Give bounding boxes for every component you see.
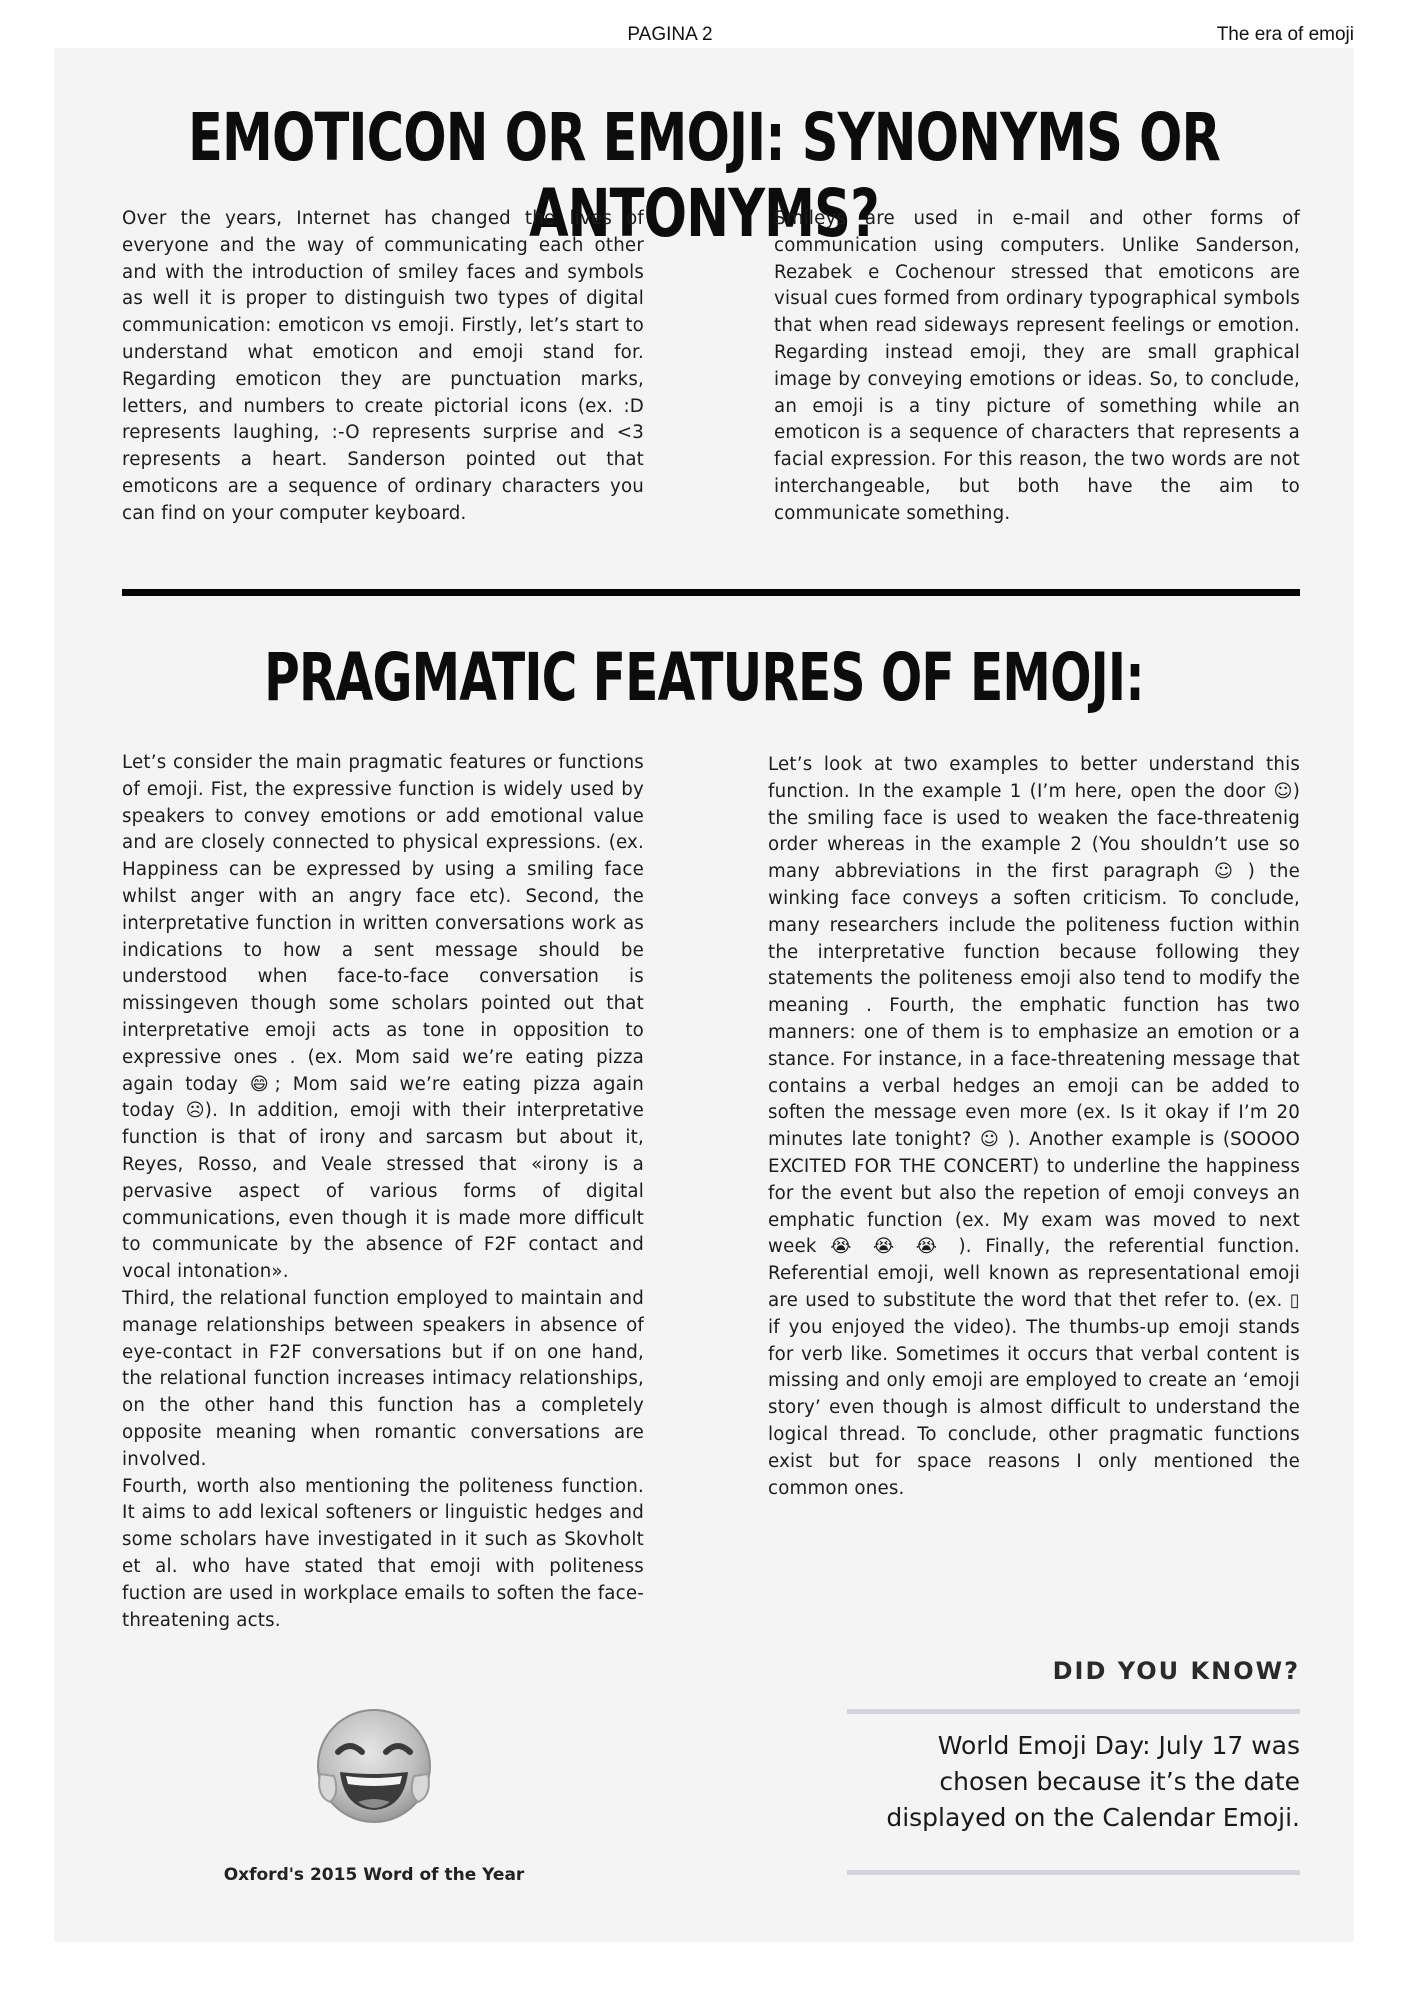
section-title-pragmatic-features: PRAGMATIC FEATURES OF EMOJI: <box>264 639 1144 716</box>
paragraph-relational: Third, the relational function employed to maintain and manage relationships between speakers in absence of eye-contact in F2F conversations but if on one hand, the relational function increases intimacy relationships, on the other hand this function has a completely opposite meaning when romantic conversations are involved. <box>122 1287 644 1470</box>
magazine-title: The era of emoji <box>1216 24 1354 45</box>
joy-emoji-graphic <box>310 1704 438 1832</box>
section-divider <box>122 589 1300 596</box>
page-header <box>0 0 1414 48</box>
section-title-emoticon-vs-emoji: EMOTICON OR EMOJI: SYNONYMS OR ANTONYMS? <box>188 99 1220 252</box>
pragmatic-column-left <box>122 750 644 1634</box>
emoji-caption: Oxford's 2015 Word of the Year <box>223 1865 525 1885</box>
pragmatic-column-right: Let’s look at two examples to better understand this function. In the example 1 (I’m here, open the door ☺) the smiling face is used to weaken the face-threatenig order whereas in the example 2 (You shouldn’t use so many abbreviations in the first paragraph ☺ ) the winking face conveys a soften criticism. To conclude, many researchers include the politeness fuction within the interpretative function because following they statements the politeness emoji also tend to modify the meaning . Fourth, the emphatic function has two manners: one of them is to emphasize an emotion or a stance. For instance, in a face-threatening message that contains a verbal hedges an emoji can be added to soften the message even more (ex. Is it okay if I’m 20 minutes late tonight? ☺ ). Another example is (SOOOO EXCITED FOR THE CONCERT) to underline the happiness for the event but also the repetion of emoji conveys an emphatic function (ex. My exam was moved to next week 😭 😭 😭 ). Finally, the referential function. Referential emoji, well known as representational emoji are used to substitute the word that thet refer to. (ex. ▯ if you enjoyed the video). The thumbs-up emoji stands for verb like. Sometimes it occurs that verbal content is missing and only emoji are employed to create an ‘emoji story’ even though is almost difficult to understand the logical thread. To conclude, other pragmatic functions exist but for space reasons I only mentioned the common ones. <box>768 754 1300 1499</box>
paragraph-expressive-interpretative: Let’s consider the main pragmatic features or functions of emoji. Fist, the expressive function is widely used by speakers to convey emotions or add emotional value and are closely connected to physical expressions. (ex. Happiness can be expressed by using a smiling face whilst anger with an angry face etc). Second, the interpretative function in written conversations work as indications to how a sent message should be understood when face-to-face conversation is missingeven though some scholars pointed out that interpretative emoji acts as tone in opposition to expressive ones . (ex. Mom said we’re eating pizza again today 😄; Mom said we’re eating pizza again today ☹). In addition, emoji with their interpretative function is that of irony and sarcasm but about it, Reyes, Rosso, and Veale stressed that «irony is a pervasive aspect of various forms of digital communications, even though it is made more difficult to communicate by the absence of F2F contact and vocal intonation». <box>122 752 644 1283</box>
paragraph-politeness: Fourth, worth also mentioning the politeness function. It aims to add lexical softeners or linguistic hedges and some scholars have investigated in it such as Skovholt et al. who have stated that emoji with politeness fuction are used in workplace emails to soften the face-threatening acts. <box>122 1475 644 1631</box>
article-panel <box>54 48 1354 1942</box>
intro-column-left: Over the years, Internet has changed the lives of everyone and the way of communicating each other and with the introduction of smiley faces and symbols as well it is proper to distinguish two types of digital communication: emoticon vs emoji. Firstly, let’s start to understand what emoticon and emoji stand for. Regarding emoticon they are punctuation marks, letters, and numbers to create pictorial icons (ex. :D represents laughing, :-O represents surprise and <3 represents a heart. Sanderson pointed out that emoticons are a sequence of ordinary characters you can find on your computer keyboard. <box>122 208 644 524</box>
did-you-know-body: World Emoji Day: July 17 was chosen because it’s the date displayed on the Calendar Emoji. <box>886 1731 1300 1832</box>
face-with-tears-of-joy-icon <box>310 1704 438 1832</box>
page-number: PAGINA 2 <box>627 24 713 45</box>
did-you-know-rule-bottom <box>847 1870 1300 1875</box>
did-you-know-title: DID YOU KNOW? <box>1052 1657 1300 1685</box>
intro-column-right: Smileys are used in e-mail and other forms of communication using computers. Unlike Sanderson, Rezabek e Cochenour stressed that emoticons are visual cues formed from ordinary typographical symbols that when read sideways represent feelings or emotion. Regarding instead emoji, they are small graphical image by conveying emotions or ideas. So, to conclude, an emoji is a tiny picture of something while an emoticon is a sequence of characters that represents a facial expression. For this reason, the two words are not interchangeable, but both have the aim to communicate something. <box>774 208 1300 524</box>
did-you-know-rule-top <box>847 1709 1300 1714</box>
